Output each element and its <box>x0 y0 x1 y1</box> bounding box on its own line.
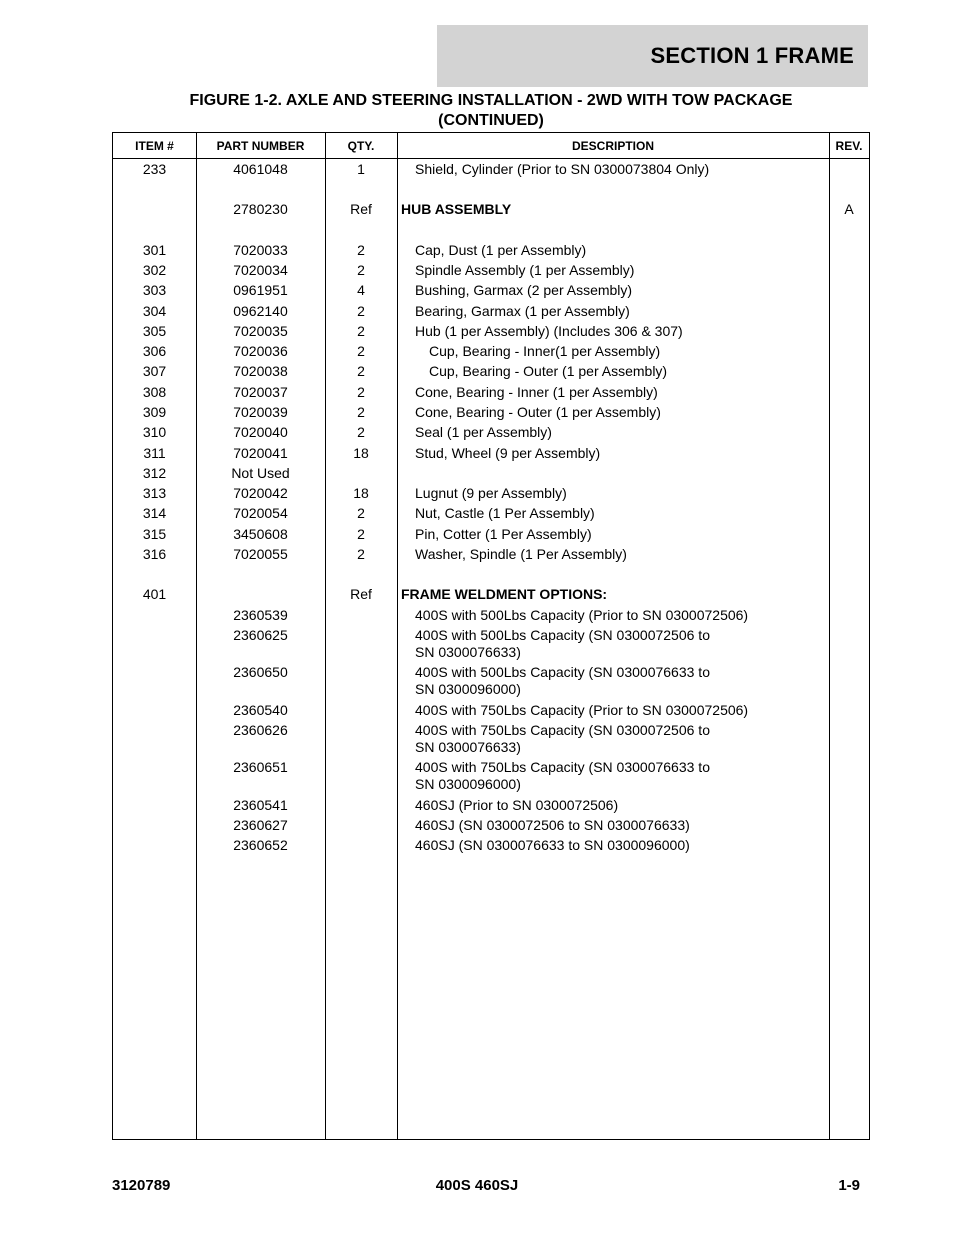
part-number-cell: 2360626 <box>233 722 288 738</box>
qty-cell: 2 <box>357 424 365 440</box>
description-cell: 400S with 500Lbs Capacity (Prior to SN 0300072506) <box>415 607 749 623</box>
rev-cell: A <box>844 201 854 217</box>
qty-cell: 2 <box>357 505 365 521</box>
part-number-cell: 2780230 <box>233 201 288 217</box>
header-description: DESCRIPTION <box>571 138 654 153</box>
item-cell: 307 <box>142 363 167 379</box>
description-cell: Hub (1 per Assembly) (Includes 306 & 307) <box>415 323 683 339</box>
footer-page-number: 1-9 <box>838 1177 860 1194</box>
part-number-cell: 2360540 <box>233 702 288 718</box>
description-cell: Stud, Wheel (9 per Assembly) <box>415 445 601 461</box>
item-cell: 310 <box>142 424 167 440</box>
header-qty: QTY. <box>347 138 375 153</box>
part-number-cell: 3450608 <box>233 526 288 542</box>
item-cell: 313 <box>142 485 167 501</box>
part-number-cell: 4061048 <box>233 161 288 177</box>
description-line: 400S with 500Lbs Capacity (SN 0300072506 to <box>415 627 710 643</box>
description-cell: 400S with 750Lbs Capacity (Prior to SN 0300072506) <box>415 702 749 718</box>
item-cell: 314 <box>142 505 167 521</box>
item-cell: 401 <box>142 586 167 602</box>
column-divider <box>397 133 398 1139</box>
description-cell: Spindle Assembly (1 per Assembly) <box>415 262 635 278</box>
part-number-cell: 2360627 <box>233 817 288 833</box>
part-number-cell: Not Used <box>231 465 290 481</box>
part-number-cell: 7020035 <box>233 323 288 339</box>
description-cell: 460SJ (Prior to SN 0300072506) <box>415 797 619 813</box>
description-cell: Cone, Bearing - Inner (1 per Assembly) <box>415 384 658 400</box>
qty-cell: 4 <box>357 282 365 298</box>
description-line: SN 0300076633) <box>415 644 521 660</box>
part-number-cell: 2360541 <box>233 797 288 813</box>
item-cell: 316 <box>142 546 167 562</box>
description-cell <box>401 759 843 793</box>
part-number-cell: 0961951 <box>233 282 288 298</box>
qty-cell: 2 <box>357 384 365 400</box>
description-line: SN 0300096000) <box>415 776 521 792</box>
description-line: 400S with 750Lbs Capacity (SN 0300076633 to <box>415 759 710 775</box>
item-cell: 315 <box>142 526 167 542</box>
part-number-cell: 7020055 <box>233 546 288 562</box>
description-cell <box>401 722 843 756</box>
qty-cell: 2 <box>357 404 365 420</box>
qty-cell: Ref <box>350 201 372 217</box>
part-number-cell: 7020054 <box>233 505 288 521</box>
section-title: SECTION 1 FRAME <box>650 43 854 68</box>
description-cell: Cup, Bearing - Outer (1 per Assembly) <box>429 363 668 379</box>
description-cell <box>401 664 843 698</box>
description-cell: 460SJ (SN 0300072506 to SN 0300076633) <box>415 817 690 833</box>
part-number-cell: 7020042 <box>233 485 288 501</box>
description-cell: Cup, Bearing - Inner(1 per Assembly) <box>429 343 661 359</box>
qty-cell: Ref <box>350 586 372 602</box>
item-cell: 308 <box>142 384 167 400</box>
item-cell: 305 <box>142 323 167 339</box>
item-cell: 303 <box>142 282 167 298</box>
part-number-cell: 7020040 <box>233 424 288 440</box>
description-line: 400S with 750Lbs Capacity (SN 0300072506 to <box>415 722 710 738</box>
header-rev: REV. <box>835 138 863 153</box>
description-cell <box>401 627 843 661</box>
description-cell: Seal (1 per Assembly) <box>415 424 552 440</box>
part-number-cell: 0962140 <box>233 303 288 319</box>
part-number-cell: 7020037 <box>233 384 288 400</box>
part-number-cell: 7020034 <box>233 262 288 278</box>
header-item: ITEM # <box>135 138 174 153</box>
part-number-cell: 2360625 <box>233 627 288 643</box>
footer-document-number: 3120789 <box>112 1177 171 1194</box>
part-number-cell: 7020038 <box>233 363 288 379</box>
item-cell: 311 <box>143 445 166 461</box>
footer-model: 400S 460SJ <box>435 1177 519 1194</box>
item-cell: 304 <box>142 303 167 319</box>
description-cell: HUB ASSEMBLY <box>401 201 512 217</box>
section-header <box>437 25 868 87</box>
qty-cell: 2 <box>357 526 365 542</box>
description-line: SN 0300096000) <box>415 681 521 697</box>
description-cell: Washer, Spindle (1 Per Assembly) <box>415 546 627 562</box>
part-number-cell: 2360539 <box>233 607 288 623</box>
part-number-cell: 7020033 <box>233 242 288 258</box>
figure-title <box>112 91 870 131</box>
description-line: 400S with 500Lbs Capacity (SN 0300076633 to <box>415 664 710 680</box>
item-cell: 302 <box>142 262 167 278</box>
qty-cell: 2 <box>357 262 365 278</box>
header-divider <box>113 158 869 159</box>
part-number-cell: 2360650 <box>233 664 288 680</box>
qty-cell: 2 <box>357 242 365 258</box>
qty-cell: 18 <box>353 485 369 501</box>
description-cell: Nut, Castle (1 Per Assembly) <box>415 505 595 521</box>
qty-cell: 2 <box>357 303 365 319</box>
description-cell: FRAME WELDMENT OPTIONS: <box>401 586 608 602</box>
part-number-cell: 2360652 <box>233 837 288 853</box>
item-cell: 309 <box>142 404 167 420</box>
description-cell: Pin, Cotter (1 Per Assembly) <box>415 526 592 542</box>
item-cell: 301 <box>142 242 167 258</box>
part-number-cell: 2360651 <box>233 759 288 775</box>
part-number-cell: 7020039 <box>233 404 288 420</box>
description-cell: Cap, Dust (1 per Assembly) <box>415 242 587 258</box>
part-number-cell: 7020041 <box>233 445 288 461</box>
description-cell: 460SJ (SN 0300076633 to SN 0300096000) <box>415 837 690 853</box>
description-cell: Lugnut (9 per Assembly) <box>415 485 567 501</box>
figure-title-line1: FIGURE 1-2. AXLE AND STEERING INSTALLATION - 2WD WITH TOW PACKAGE <box>189 92 793 109</box>
qty-cell: 1 <box>357 161 365 177</box>
qty-cell: 2 <box>357 546 365 562</box>
qty-cell: 2 <box>357 363 365 379</box>
item-cell: 306 <box>142 343 167 359</box>
qty-cell: 2 <box>357 323 365 339</box>
parts-table <box>112 132 870 1140</box>
qty-cell: 18 <box>353 445 369 461</box>
description-cell: Bushing, Garmax (2 per Assembly) <box>415 282 633 298</box>
part-number-cell: 7020036 <box>233 343 288 359</box>
item-cell: 233 <box>142 161 167 177</box>
header-part-number: PART NUMBER <box>216 138 305 153</box>
qty-cell: 2 <box>357 343 365 359</box>
description-cell: Cone, Bearing - Outer (1 per Assembly) <box>415 404 661 420</box>
description-cell: Bearing, Garmax (1 per Assembly) <box>415 303 630 319</box>
description-cell: Shield, Cylinder (Prior to SN 0300073804 Only) <box>415 161 710 177</box>
figure-title-line2: (CONTINUED) <box>438 112 544 129</box>
item-cell: 312 <box>142 465 167 481</box>
description-line: SN 0300076633) <box>415 739 521 755</box>
